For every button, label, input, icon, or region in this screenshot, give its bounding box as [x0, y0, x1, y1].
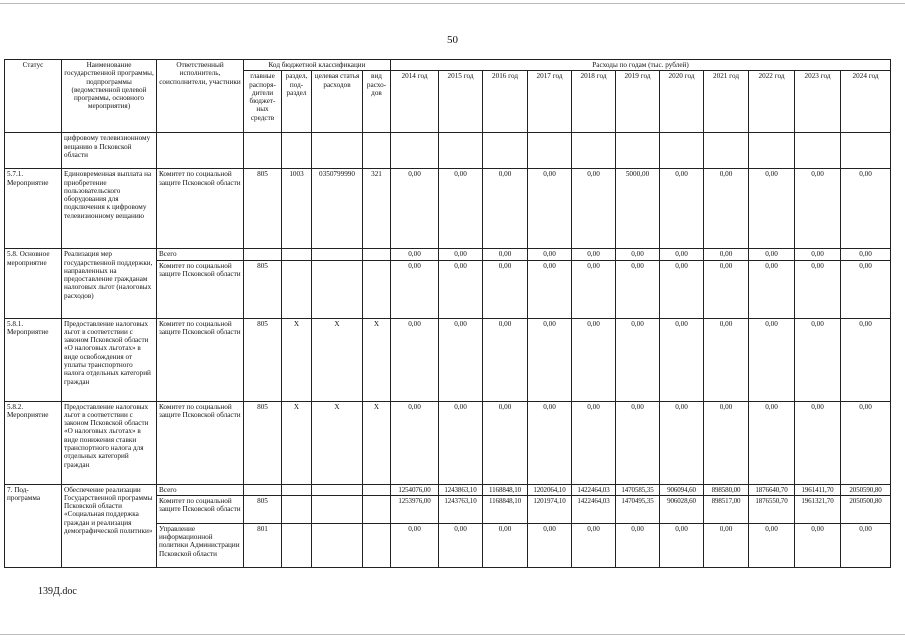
- cell-value: 1422464,03: [572, 484, 616, 495]
- cell-responsible: Комитет по социальной защите Псковской области: [157, 169, 244, 249]
- cell-value: 0,00: [572, 523, 616, 567]
- cell-value: 0,00: [616, 260, 660, 318]
- cell-value: 1243763,10: [439, 495, 483, 523]
- table-row: [5, 169, 891, 249]
- cell-value: [572, 133, 616, 169]
- col-header-year: 2018 год: [572, 71, 616, 133]
- cell-expense-type: [363, 523, 391, 567]
- col-header-expenses: Расходы по годам (тыс. рублей): [391, 60, 891, 71]
- cell-grbs: [244, 484, 282, 495]
- col-header-year: 2024 год: [841, 71, 891, 133]
- cell-target: [312, 523, 363, 567]
- cell-value: 0,00: [749, 318, 795, 401]
- cell-value: 0,00: [439, 523, 483, 567]
- document-filename: 139Д.doc: [38, 586, 77, 597]
- cell-expense-type: [363, 249, 391, 260]
- cell-value: 0,00: [572, 260, 616, 318]
- cell-value: 0,00: [528, 169, 572, 249]
- cell-expense-type: [363, 484, 391, 495]
- cell-grbs: 805: [244, 260, 282, 318]
- cell-expense-type: [363, 260, 391, 318]
- cell-value: 0,00: [439, 401, 483, 484]
- cell-name: Предоставление налоговых льгот в соответствии с законом Псковской области «О налоговых льготах» в виде освобождения от уплаты транспортного налога отдельных категорий граждан: [62, 318, 157, 401]
- cell-responsible: Комитет по социальной защите Псковской области: [157, 495, 244, 523]
- cell-value: 0,00: [572, 401, 616, 484]
- cell-value: [704, 133, 749, 169]
- cell-section: [282, 484, 312, 495]
- cell-value: [616, 133, 660, 169]
- cell-value: 0,00: [439, 318, 483, 401]
- cell-value: 0,00: [704, 318, 749, 401]
- col-header-year: 2019 год: [616, 71, 660, 133]
- cell-target: [312, 495, 363, 523]
- cell-value: 0,00: [572, 318, 616, 401]
- budget-table: [4, 59, 891, 568]
- cell-value: 0,00: [528, 318, 572, 401]
- cell-value: 0,00: [749, 260, 795, 318]
- cell-status: 5.7.1. Мероприятие: [5, 169, 62, 249]
- cell-value: 0,00: [483, 401, 528, 484]
- cell-status: 5.8.1. Мероприятие: [5, 318, 62, 401]
- cell-status: [5, 133, 62, 169]
- cell-value: 0,00: [572, 249, 616, 260]
- cell-value: 0,00: [439, 260, 483, 318]
- cell-value: 0,00: [439, 169, 483, 249]
- cell-value: 1422464,03: [572, 495, 616, 523]
- col-header-year: 2014 год: [391, 71, 439, 133]
- cell-value: 0,00: [660, 318, 704, 401]
- cell-name: Обеспечение реализации Государственной программы Псковской области «Социальная поддержка граждан и реализация демографической политики»: [62, 484, 157, 567]
- col-header-year: 2016 год: [483, 71, 528, 133]
- cell-value: [483, 133, 528, 169]
- cell-responsible: Управление информационной политики Администрации Псковской области: [157, 523, 244, 567]
- cell-value: 1961411,70: [795, 484, 841, 495]
- cell-value: 0,00: [841, 523, 891, 567]
- cell-value: 0,00: [616, 249, 660, 260]
- cell-value: 1876550,70: [749, 495, 795, 523]
- cell-status: 5.8.2. Мероприятие: [5, 401, 62, 484]
- cell-value: 0,00: [616, 523, 660, 567]
- cell-section: [282, 260, 312, 318]
- cell-expense-type: [363, 495, 391, 523]
- cell-value: 0,00: [391, 169, 439, 249]
- cell-expense-type: X: [363, 318, 391, 401]
- table-row: [5, 133, 891, 169]
- cell-value: 0,00: [483, 318, 528, 401]
- cell-value: 1201974,10: [528, 495, 572, 523]
- cell-value: 0,00: [841, 169, 891, 249]
- cell-value: 0,00: [391, 318, 439, 401]
- cell-name: цифровому телевизионному вещанию в Псковской области: [62, 133, 157, 169]
- cell-value: 0,00: [528, 249, 572, 260]
- col-header-grbs: главные распоря-дители бюджет-ных средств: [244, 71, 282, 133]
- cell-responsible: Комитет по социальной защите Псковской области: [157, 318, 244, 401]
- scan-edge-top: [0, 3, 905, 4]
- cell-expense-type: X: [363, 401, 391, 484]
- cell-value: 0,00: [483, 169, 528, 249]
- cell-name: Реализация мер государственной поддержки, направленных на предоставление гражданам налоговых льгот (налоговых расходов): [62, 249, 157, 318]
- cell-value: [841, 133, 891, 169]
- cell-target: [312, 249, 363, 260]
- cell-value: 0,00: [391, 523, 439, 567]
- cell-value: 0,00: [660, 523, 704, 567]
- cell-value: 0,00: [660, 249, 704, 260]
- col-header-expense-type: вид расхо-дов: [363, 71, 391, 133]
- cell-value: 906028,60: [660, 495, 704, 523]
- cell-value: 0,00: [795, 169, 841, 249]
- cell-value: 0,00: [795, 260, 841, 318]
- cell-value: 0,00: [391, 249, 439, 260]
- cell-value: 0,00: [391, 401, 439, 484]
- col-header-year: 2021 год: [704, 71, 749, 133]
- cell-value: 0,00: [795, 523, 841, 567]
- cell-value: 0,00: [660, 260, 704, 318]
- cell-value: 1168848,10: [483, 484, 528, 495]
- cell-target: X: [312, 401, 363, 484]
- cell-target: X: [312, 318, 363, 401]
- cell-value: [749, 133, 795, 169]
- cell-value: 0,00: [660, 401, 704, 484]
- cell-value: 0,00: [795, 318, 841, 401]
- cell-expense-type: 321: [363, 169, 391, 249]
- cell-value: 0,00: [660, 169, 704, 249]
- cell-value: 0,00: [616, 401, 660, 484]
- cell-value: 0,00: [841, 318, 891, 401]
- cell-value: 0,00: [749, 401, 795, 484]
- cell-value: 0,00: [795, 401, 841, 484]
- cell-responsible: Комитет по социальной защите Псковской области: [157, 260, 244, 318]
- col-header-status: Статус: [5, 60, 62, 133]
- cell-target: [312, 133, 363, 169]
- col-header-budget-code: Код бюджетной классификации: [244, 60, 391, 71]
- cell-value: 0,00: [704, 260, 749, 318]
- cell-value: 0,00: [704, 169, 749, 249]
- cell-value: 898580,00: [704, 484, 749, 495]
- cell-target: [312, 484, 363, 495]
- cell-target: 0350799990: [312, 169, 363, 249]
- cell-value: 0,00: [749, 169, 795, 249]
- col-header-responsible: Ответственный исполнитель, соисполнители, участники: [157, 60, 244, 133]
- cell-value: [660, 133, 704, 169]
- cell-grbs: [244, 249, 282, 260]
- page-number: 50: [447, 34, 458, 46]
- cell-section: [282, 495, 312, 523]
- cell-status: 7. Под-программа: [5, 484, 62, 567]
- col-header-target: целевая статья расходов: [312, 71, 363, 133]
- cell-section: X: [282, 318, 312, 401]
- cell-value: 0,00: [841, 260, 891, 318]
- cell-value: 0,00: [391, 260, 439, 318]
- cell-responsible: Всего: [157, 484, 244, 495]
- cell-grbs: 805: [244, 495, 282, 523]
- cell-value: 0,00: [483, 260, 528, 318]
- cell-target: [312, 260, 363, 318]
- cell-grbs: 805: [244, 318, 282, 401]
- cell-value: 0,00: [749, 249, 795, 260]
- col-header-year: 2015 год: [439, 71, 483, 133]
- table-row: [5, 249, 891, 260]
- cell-value: 2050500,80: [841, 495, 891, 523]
- cell-grbs: [244, 133, 282, 169]
- cell-responsible: Комитет по социальной защите Псковской области: [157, 401, 244, 484]
- cell-name: Предоставление налоговых льгот в соответствии с законом Псковской области «О налоговых льготах» в виде понижения ставки транспортного налога для отдельных категорий граждан: [62, 401, 157, 484]
- cell-value: 0,00: [841, 401, 891, 484]
- col-header-year: 2023 год: [795, 71, 841, 133]
- col-header-year: 2017 год: [528, 71, 572, 133]
- table-row: [5, 401, 891, 484]
- cell-status: 5.8. Основное мероприятие: [5, 249, 62, 318]
- cell-value: 0,00: [749, 523, 795, 567]
- cell-value: 0,00: [572, 169, 616, 249]
- cell-value: 898517,00: [704, 495, 749, 523]
- cell-value: 0,00: [528, 523, 572, 567]
- cell-value: 5000,00: [616, 169, 660, 249]
- cell-value: 1243863,10: [439, 484, 483, 495]
- cell-value: 0,00: [704, 523, 749, 567]
- cell-expense-type: [363, 133, 391, 169]
- scan-edge-bottom: [0, 634, 905, 635]
- cell-value: 1254076,00: [391, 484, 439, 495]
- cell-value: 0,00: [841, 249, 891, 260]
- cell-value: 0,00: [483, 249, 528, 260]
- col-header-section: раздел, под-раздел: [282, 71, 312, 133]
- cell-value: 1253976,00: [391, 495, 439, 523]
- cell-value: 0,00: [616, 318, 660, 401]
- cell-value: [391, 133, 439, 169]
- table-row: [5, 318, 891, 401]
- cell-section: [282, 133, 312, 169]
- cell-section: [282, 249, 312, 260]
- cell-section: [282, 523, 312, 567]
- cell-value: 0,00: [704, 401, 749, 484]
- cell-value: 0,00: [483, 523, 528, 567]
- col-header-year: 2020 год: [660, 71, 704, 133]
- cell-section: X: [282, 401, 312, 484]
- cell-value: 1202064,10: [528, 484, 572, 495]
- cell-value: 2050590,80: [841, 484, 891, 495]
- cell-value: 0,00: [439, 249, 483, 260]
- cell-value: [528, 133, 572, 169]
- cell-grbs: 801: [244, 523, 282, 567]
- cell-value: 0,00: [528, 260, 572, 318]
- cell-grbs: 805: [244, 169, 282, 249]
- table-row: [5, 484, 891, 495]
- cell-value: 1470495,35: [616, 495, 660, 523]
- cell-value: [439, 133, 483, 169]
- cell-responsible: Всего: [157, 249, 244, 260]
- cell-value: 1168848,10: [483, 495, 528, 523]
- cell-value: 1961321,70: [795, 495, 841, 523]
- cell-responsible: [157, 133, 244, 169]
- col-header-name: Наименование государственной программы, подпрограммы (ведомственной целевой программы, основного мероприятия): [62, 60, 157, 133]
- cell-value: 1470585,35: [616, 484, 660, 495]
- cell-value: 0,00: [528, 401, 572, 484]
- cell-value: [795, 133, 841, 169]
- cell-section: 1003: [282, 169, 312, 249]
- cell-name: Единовременная выплата на приобретение пользовательского оборудования для подключения к цифровому телевизионному вещанию: [62, 169, 157, 249]
- cell-value: 0,00: [795, 249, 841, 260]
- cell-value: 906094,60: [660, 484, 704, 495]
- cell-value: 1876640,70: [749, 484, 795, 495]
- cell-grbs: 805: [244, 401, 282, 484]
- col-header-year: 2022 год: [749, 71, 795, 133]
- cell-value: 0,00: [704, 249, 749, 260]
